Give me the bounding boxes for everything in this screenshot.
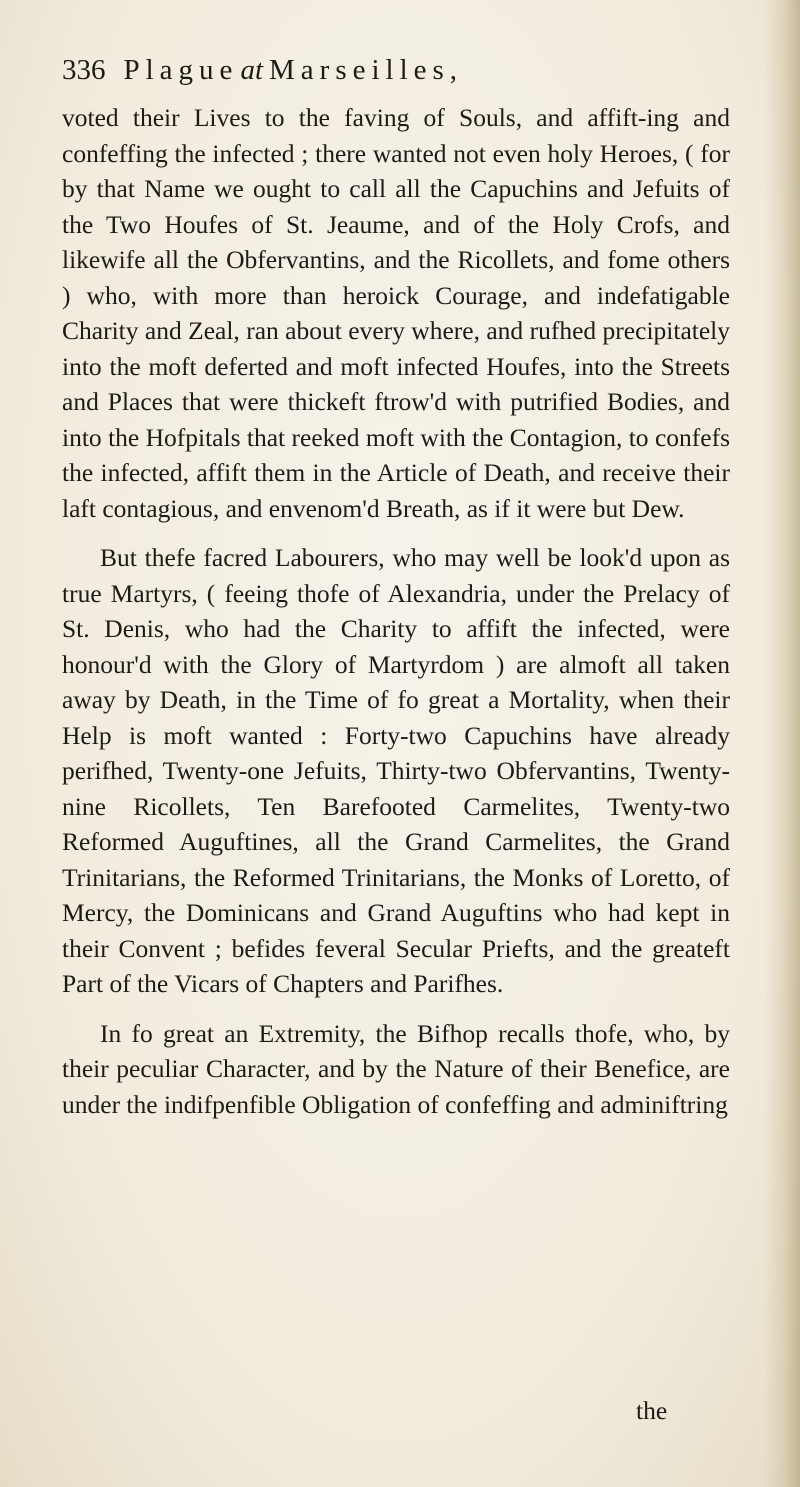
body-text [62,100,730,1122]
running-header [62,54,742,98]
running-title-connector: at [240,54,263,86]
paragraph-3: In fo great an Extremity, the Bifhop recalls thofe, who, by their peculiar Character, and by the Nature of their Benefice, are under the indifpenfible Obligation of confeffing and adminiftring [62,1018,730,1119]
page-number: 336 [62,54,106,86]
catchword: the [636,1396,668,1425]
running-title-right: Marseilles, [269,54,464,86]
running-title-left: Plague [123,54,239,86]
page-edge-stain [764,0,800,1487]
paragraph-2: But thefe facred Labourers, who may well be look'd upon as true Martyrs, ( feeing thofe of Alexandria, under the Prelacy of St. Denis, who had the Charity to affift the infected, were honour'd with the Glory of Martyrdom ) are almoft all taken away by Death, in the Time of fo great a Mortality, when their Help is moft wanted : Forty-two Capuchins have already perifhed, Twenty-one Jefuits, Thirty-two Obfervantins, Twenty-nine Ricollets, Ten Barefooted Carmelites, Twenty-two Reformed Auguftines, all the Grand Carmelites, the Grand Trinitarians, the Reformed Trinitarians, the Monks of Loretto, of Mercy, the Dominicans and Grand Auguftins who had kept in their Convent ; befides feveral Secular Priefts, and the greateft Part of the Vicars of Chapters and Parifhes. [62,543,730,998]
paragraph-1: voted their Lives to the faving of Souls, and affift-ing and confeffing the infected ; there wanted not even holy Heroes, ( for by that Name we ought to call all the Capuchins and Jefuits of the Two Houfes of St. Jeaume, and of the Holy Crofs, and likewife all the Obfervantins, and the Ricollets, and fome others ) who, with more than heroick Courage, and indefatigable Charity and Zeal, ran about every where, and rufhed precipitately into the moft deferted and moft infected Houfes, into the Streets and Places that were thickeft ftrow'd with putrified Bodies, and into the Hofpitals that reeked moft with the Contagion, to confefs the infected, affift them in the Article of Death, and receive their laft contagious, and envenom'd Breath, as if it were but Dew. [62,103,730,523]
